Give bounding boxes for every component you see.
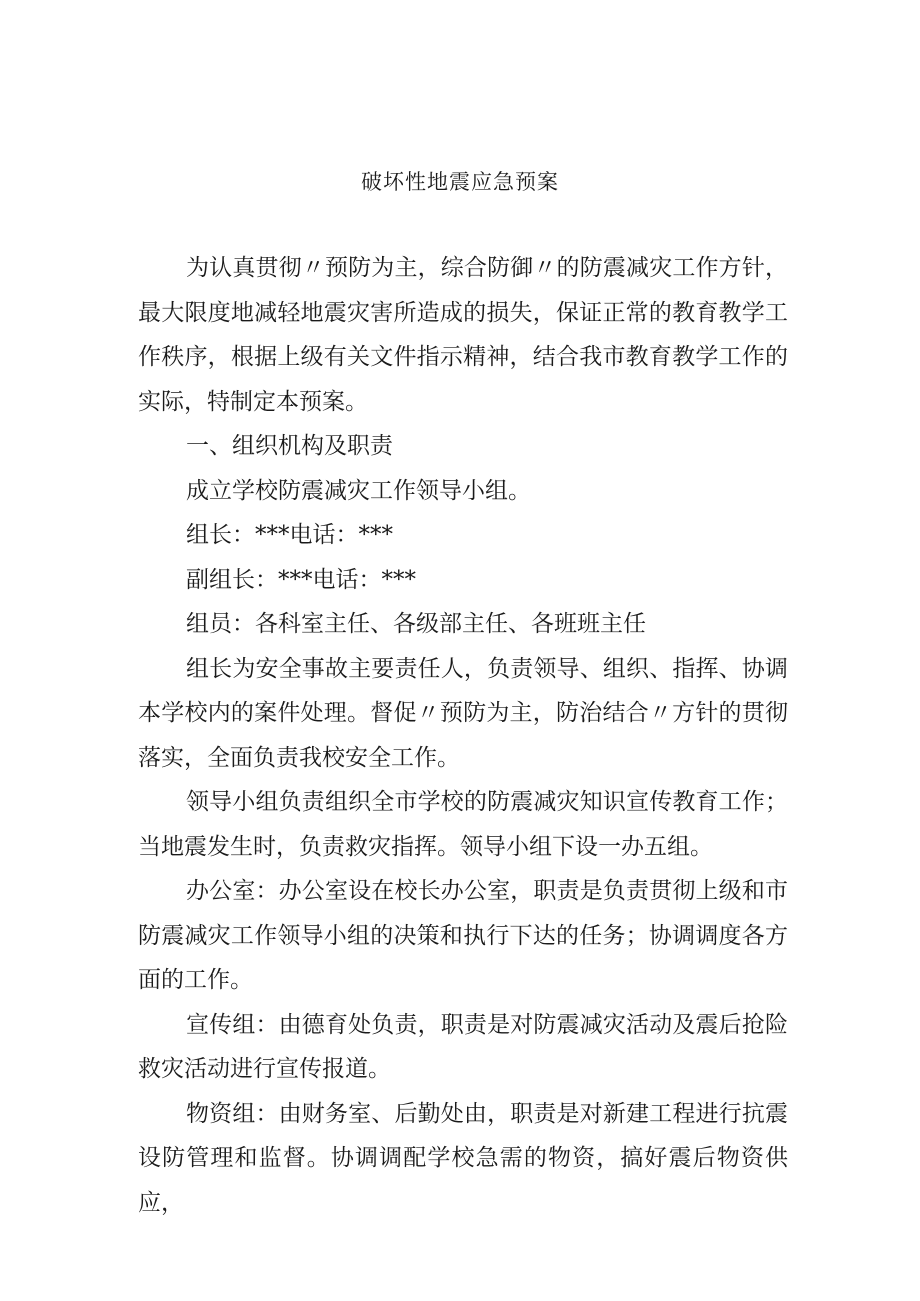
materials-group-paragraph: 物资组：由财务室、后勤处由，职责是对新建工程进行抗震设防管理和监督。协调调配学校急需的物资，搞好震后物资供应， [138, 1100, 788, 1216]
paragraph-leading-group: 成立学校防震减灾工作领导小组。 [186, 477, 531, 504]
group-duties-paragraph: 领导小组负责组织全市学校的防震减灾知识宣传教育工作；当地震发生时，负责救灾指挥。领导小组下设一办五组。 [138, 789, 788, 860]
section-heading-organization: 一、组织机构及职责 [186, 433, 393, 459]
leader-duties-paragraph: 组长为安全事故主要责任人，负责领导、组织、指挥、协调本学校内的案件处理。督促〃预防为主，防治结合〃方针的贯彻落实，全面负责我校安全工作。 [138, 655, 788, 771]
intro-paragraph: 为认真贯彻〃预防为主，综合防御〃的防震减灾工作方针，最大限度地减轻地震灾害所造成的损失，保证正常的教育教学工作秩序，根据上级有关文件指示精神，结合我市教育教学工作的实际，特制定本预案。 [138, 255, 788, 415]
publicity-group-paragraph: 宣传组：由德育处负责，职责是对防震减灾活动及震后抢险救灾活动进行宣传报道。 [138, 1011, 788, 1082]
deputy-leader-line: 副组长：***电话：*** [186, 566, 416, 593]
leader-line: 组长：***电话：*** [186, 522, 393, 548]
office-duties-paragraph: 办公室：办公室设在校长办公室，职责是负责贯彻上级和市防震减灾工作领导小组的决策和执行下达的任务；协调调度各方面的工作。 [138, 878, 788, 993]
document-title: 破坏性地震应急预案 [361, 170, 559, 194]
document-body [138, 246, 788, 1225]
members-line: 组员：各科室主任、各级部主任、各班班主任 [186, 611, 646, 637]
